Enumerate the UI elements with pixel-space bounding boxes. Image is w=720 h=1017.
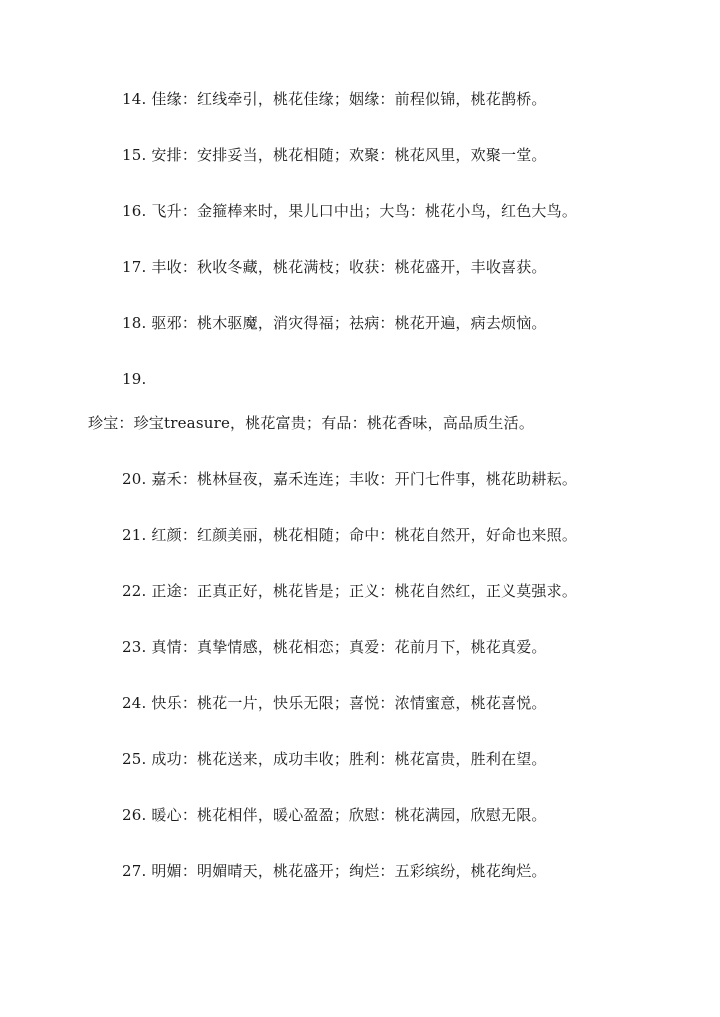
list-item-20: 20. 嘉禾：桃林昼夜，嘉禾连连；丰收：开门七件事，桃花助耕耘。	[122, 470, 578, 488]
list-item-18: 18. 驱邪：桃木驱魔，消灾得福；祛病：桃花开遍，病去烦恼。	[122, 314, 547, 332]
list-item-25: 25. 成功：桃花送来，成功丰收；胜利：桃花富贵，胜利在望。	[122, 750, 547, 768]
list-item-16: 16. 飞升：金箍棒来时，果儿口中出；大鸟：桃花小鸟，红色大鸟。	[122, 202, 578, 220]
list-item-26: 26. 暖心：桃花相伴，暖心盈盈；欣慰：桃花满园，欣慰无限。	[122, 806, 547, 824]
list-item-19-text: 珍宝：珍宝treasure，桃花富贵；有品：桃花香味，高品质生活。	[88, 414, 535, 432]
list-item-15: 15. 安排：安排妥当，桃花相随；欢聚：桃花风里，欢聚一堂。	[122, 146, 547, 164]
list-item-21: 21. 红颜：红颜美丽，桃花相随；命中：桃花自然开，好命也来照。	[122, 526, 578, 544]
list-item-22: 22. 正途：正真正好，桃花皆是；正义：桃花自然红，正义莫强求。	[122, 582, 578, 600]
list-item-27: 27. 明媚：明媚晴天，桃花盛开；绚烂：五彩缤纷，桃花绚烂。	[122, 862, 547, 880]
list-item-19-number: 19.	[122, 370, 147, 388]
list-item-24: 24. 快乐：桃花一片，快乐无限；喜悦：浓情蜜意，桃花喜悦。	[122, 694, 547, 712]
list-item-23: 23. 真情：真挚情感，桃花相恋；真爱：花前月下，桃花真爱。	[122, 638, 547, 656]
list-item-14: 14. 佳缘：红线牵引，桃花佳缘；姻缘：前程似锦，桃花鹊桥。	[122, 90, 547, 108]
list-item-17: 17. 丰收：秋收冬藏，桃花满枝；收获：桃花盛开，丰收喜获。	[122, 258, 547, 276]
